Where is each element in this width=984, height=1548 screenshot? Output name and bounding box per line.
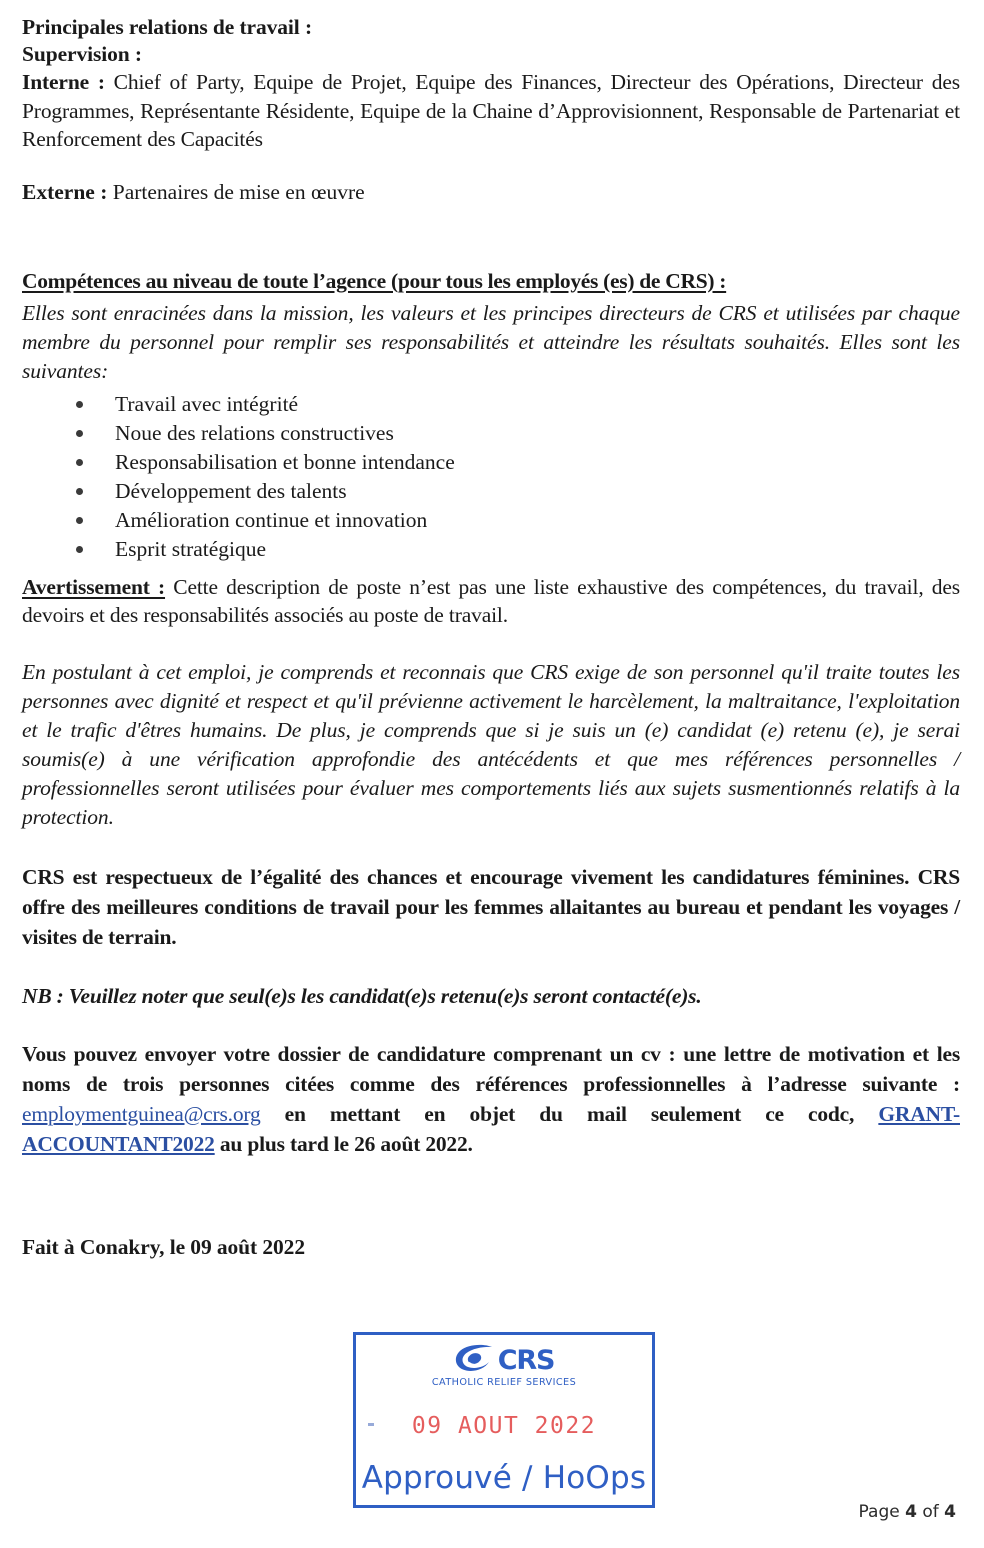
bullet-icon [76, 401, 83, 408]
approval-stamp [353, 1332, 655, 1508]
nb-paragraph: NB : Veuillez noter que seul(e)s les candidat(e)s retenu(e)s seront contacté(e)s. [22, 983, 702, 1008]
avertissement-text: Cette description de poste n’est pas une liste exhaustive des compétences, du travail, des devoirs et des responsabilités associés au poste de travail. [22, 574, 960, 627]
crs-logo [356, 1343, 652, 1389]
footer-current-page: 4 [905, 1502, 917, 1522]
list-item [76, 506, 960, 535]
crs-swoosh-icon [454, 1343, 496, 1378]
stamp-date: 09 AOUT 2022 [411, 1413, 597, 1439]
footer-separator: of [916, 1502, 945, 1522]
externe-paragraph [22, 178, 960, 206]
interne-paragraph [22, 68, 960, 154]
list-item-label: Amélioration continue et innovation [115, 507, 428, 532]
competences-heading: Compétences au niveau de toute l’agence (pour tous les employés (es) de CRS) : [22, 268, 727, 293]
bullet-icon [76, 517, 83, 524]
supervision-heading: Supervision : [22, 42, 142, 66]
list-item-label: Noue des relations constructives [115, 420, 394, 445]
avertissement-label: Avertissement : [22, 574, 166, 599]
apply-text-part1: Vous pouvez envoyer votre dossier de candidature comprenant un cv : une lettre de motivation et les noms de trois personnes citées comme des références professionnelles à l’adresse suivante : [22, 1041, 960, 1096]
application-email-link[interactable]: employmentguinea@crs.org [22, 1101, 261, 1126]
footer-total-pages: 4 [944, 1502, 956, 1522]
bullet-icon [76, 459, 83, 466]
bullet-icon [76, 488, 83, 495]
bullet-icon [76, 546, 83, 553]
list-item-label: Développement des talents [115, 478, 347, 503]
signature-line: Fait à Conakry, le 09 août 2022 [22, 1234, 305, 1259]
apply-text-part2: en mettant en objet du mail seulement ce codc, [260, 1101, 879, 1126]
externe-text: Partenaires de mise en œuvre [107, 179, 365, 204]
page-footer [859, 1502, 956, 1522]
bullet-icon [76, 430, 83, 437]
interne-text: Chief of Party, Equipe de Projet, Equipe des Finances, Directeur des Opérations, Directeur des Programmes, Représentante Résidente, Equipe de la Chaine d’Approvisionnent, Responsable de Partenariat et Renforcement des Capacités [22, 70, 960, 151]
interne-label: Interne : [22, 70, 105, 94]
apply-text-part3: au plus tard le 26 août 2022. [214, 1131, 473, 1156]
equality-paragraph: CRS est respectueux de l’égalité des chances et encourage vivement les candidatures féminines. CRS offre des meilleures conditions de travail pour les femmes allaitantes au bureau et pendant les voyages / visites de terrain. [22, 864, 960, 949]
list-item [76, 419, 960, 448]
relations-heading: Principales relations de travail : [22, 15, 312, 39]
list-item [76, 390, 960, 419]
list-item [76, 535, 960, 564]
externe-label: Externe : [22, 179, 108, 204]
list-item [76, 477, 960, 506]
crs-logo-word: CRS [497, 1345, 555, 1376]
avertissement-paragraph [22, 573, 960, 630]
engagement-paragraph: En postulant à cet emploi, je comprends et reconnais que CRS exige de son personnel qu'il traite toutes les personnes avec dignité et respect et qu'il prévienne activement le harcèlement, la maltraitance, l'exploitation et le trafic d'êtres humains. De plus, je comprends que si je suis un (e) candidat (e) retenu (e), je serai soumis(e) à une vérification approfondie des antécédents et que mes références personnelles / professionnelles seront utilisées pour évaluer mes comportements liés aux sujets susmentionnés relatifs à la protection. [22, 659, 960, 829]
job-code-link[interactable]: GRANT-ACCOUNTANT2022 [22, 1101, 960, 1156]
list-item-label: Responsabilisation et bonne intendance [115, 449, 455, 474]
apply-paragraph [22, 1039, 960, 1159]
footer-prefix: Page [858, 1502, 906, 1522]
list-item-label: Travail avec intégrité [115, 391, 299, 416]
competences-list [22, 390, 960, 564]
list-item [76, 448, 960, 477]
list-item-label: Esprit stratégique [115, 536, 267, 561]
stamp-approved-text: Approuvé / HoOps [361, 1460, 647, 1496]
crs-logo-tagline: CATHOLIC RELIEF SERVICES [431, 1377, 577, 1388]
competences-intro: Elles sont enracinées dans la mission, les valeurs et les principes directeurs de CRS et utilisées par chaque membre du personnel pour remplir ses responsabilités et atteindre les résultats souhaités. Elles sont les suivantes: [22, 300, 960, 383]
